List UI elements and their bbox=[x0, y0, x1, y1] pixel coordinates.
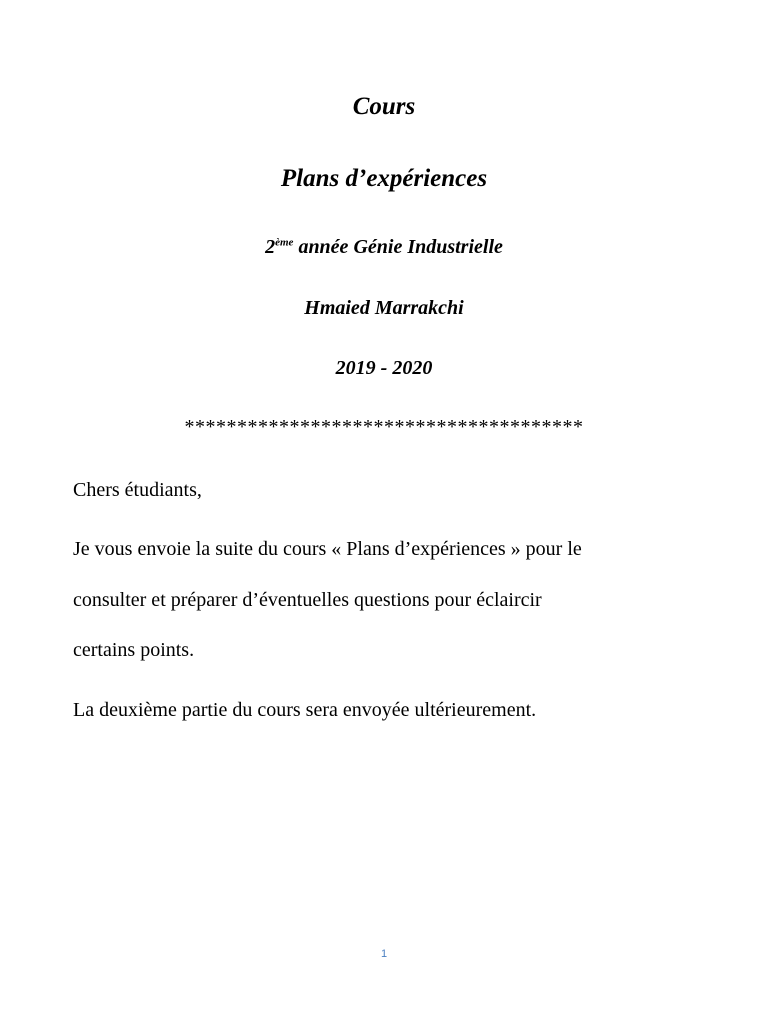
program-name: année Génie Industrielle bbox=[293, 236, 503, 258]
course-subject: Plans d’expériences bbox=[280, 165, 488, 192]
letter-body-line: certains points. bbox=[73, 639, 195, 661]
letter-body-line: Je vous envoie la suite du cours « Plans d’expériences » pour le bbox=[73, 538, 582, 560]
author-name: Hmaied Marrakchi bbox=[304, 297, 464, 319]
separator-line: ************************************** bbox=[184, 416, 584, 438]
academic-year: 2019 - 2020 bbox=[335, 357, 433, 379]
year-ordinal-suffix: ème bbox=[275, 236, 294, 249]
course-program bbox=[0, 236, 768, 259]
letter-greeting: Chers étudiants, bbox=[73, 479, 202, 501]
year-number: 2 bbox=[265, 236, 276, 258]
letter-body-line: consulter et préparer d’éventuelles questions pour éclaircir bbox=[73, 589, 542, 611]
page-number: 1 bbox=[380, 948, 388, 960]
document-title: Cours bbox=[352, 93, 416, 120]
letter-closing: La deuxième partie du cours sera envoyée ultérieurement. bbox=[73, 699, 537, 721]
